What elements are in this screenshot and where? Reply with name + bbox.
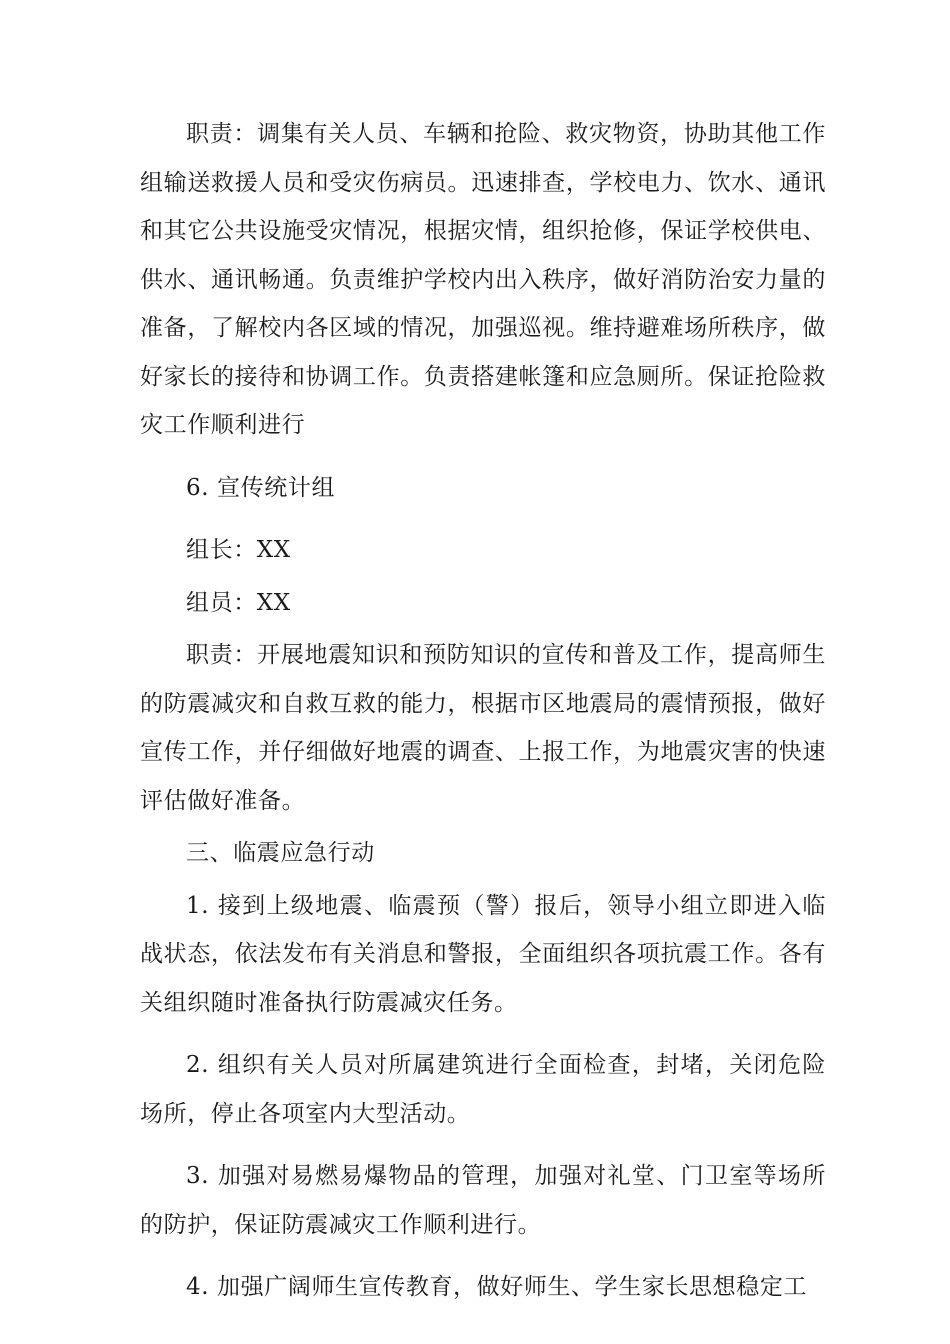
group-member-line: 组员：XX [186, 589, 291, 616]
paragraph-action-3: 3. 加强对易燃易爆物品的管理，加强对礼堂、门卫室等场所的防护，保证防震减灾工作顺利进行。 [140, 1163, 826, 1238]
section-heading-emergency-actions: 三、临震应急行动 [186, 840, 375, 866]
group-leader-line: 组长：XX [186, 537, 291, 563]
paragraph-publicity-duties: 职责：开展地震知识和预防知识的宣传和普及工作，提高师生的防震减灾和自救互救的能力，根据市区地震局的震情预报，做好宣传工作，并仔细做好地震的调查、上报工作，为地震灾害的快速评估做好准备。 [140, 642, 826, 814]
paragraph-action-4: 4. 加强广阔师生宣传教育，做好师生、学生家长思想稳定工 [186, 1274, 808, 1300]
document-page [140, 110, 826, 1312]
section-heading-publicity-group: 6. 宣传统计组 [186, 474, 336, 501]
paragraph-logistics-duties: 职责：调集有关人员、车辆和抢险、救灾物资，协助其他工作组输送救援人员和受灾伤病员。迅速排查，学校电力、饮水、通讯和其它公共设施受灾情况，根据灾情，组织抢修，保证学校供电、供水、通讯畅通。负责维护学校内出入秩序，做好消防治安力量的准备，了解校内各区域的情况，加强巡视。维持避难场所秩序，做好家长的接待和协调工作。负责搭建帐篷和应急厕所。保证抢险救灾工作顺利进行 [140, 121, 826, 438]
paragraph-action-2: 2. 组织有关人员对所属建筑进行全面检查，封堵，关闭危险场所，停止各项室内大型活动。 [140, 1052, 826, 1127]
paragraph-action-1: 1. 接到上级地震、临震预（警）报后，领导小组立即进入临战状态，依法发布有关消息和警报，全面组织各项抗震工作。各有关组织随时准备执行防震减灾任务。 [140, 892, 826, 1016]
